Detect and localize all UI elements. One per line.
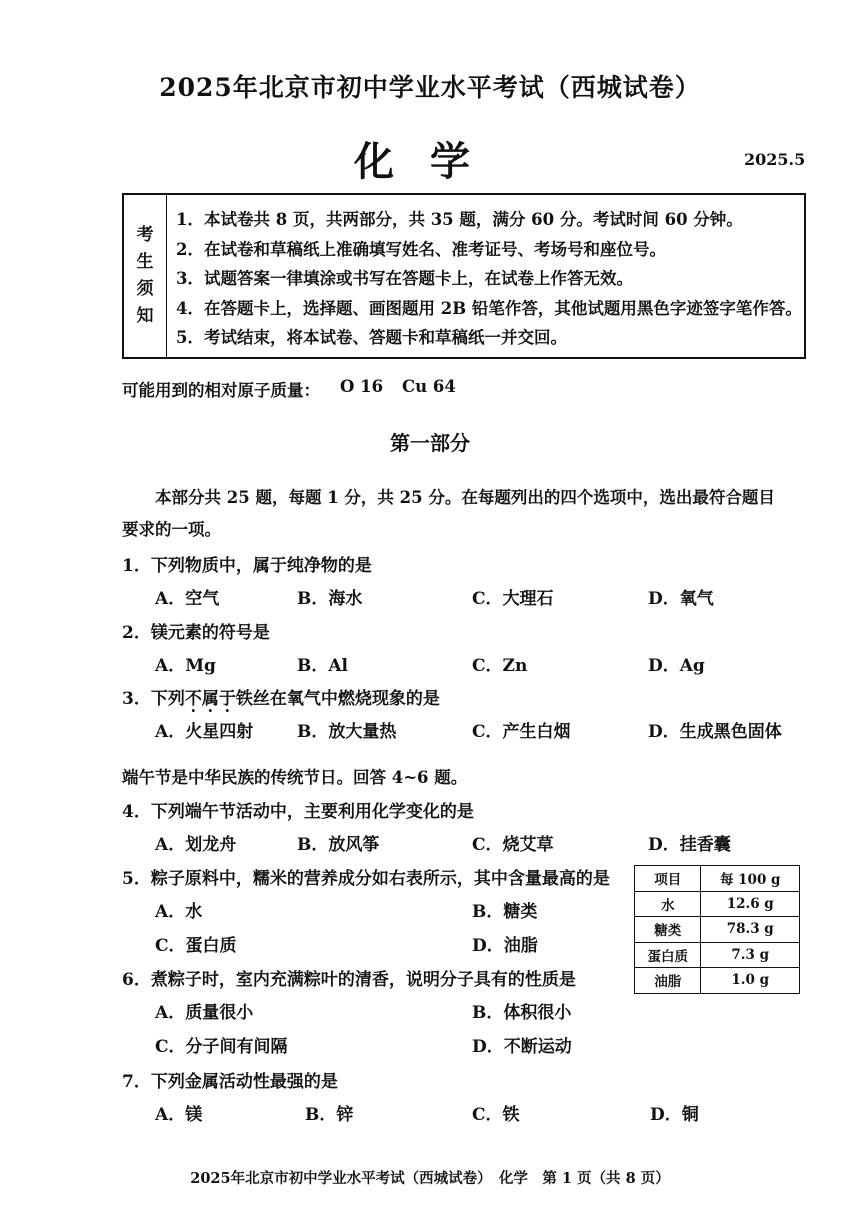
subject-title: 化学	[354, 138, 506, 185]
q3-option-b: B．放大量热	[297, 722, 397, 742]
table-row: 糖类 78.3 g	[635, 917, 800, 943]
notice-item: 2．在试卷和草稿纸上准确填写姓名、准考证号、考场号和座位号。	[176, 239, 666, 259]
part-intro: 本部分共 25 题，每题 1 分，共 25 分。在每题列出的四个选项中，选出最符合题目	[155, 488, 775, 507]
question-3-stem: 3．下列不属于铁丝在氧气中燃烧现象的是	[122, 689, 440, 709]
notice-item: 4．在答题卡上，选择题、画图题用 2B 铅笔作答，其他试题用黑色字迹签字笔作答。	[176, 298, 802, 318]
q3-option-d: D．生成黑色固体	[648, 722, 782, 742]
part-title: 第一部分	[390, 431, 470, 455]
emphasis-char: 属	[201, 689, 219, 709]
question-5-stem: 5．粽子原料中，糯米的营养成分如右表所示，其中含量最高的是	[122, 869, 610, 889]
q1-option-c: C．大理石	[472, 589, 554, 609]
notice-list	[176, 205, 802, 353]
q6-option-d: D．不断运动	[472, 1037, 572, 1057]
q1-option-a: A．空气	[155, 589, 220, 609]
q1-option-d: D．氧气	[648, 589, 714, 609]
atomic-mass-o: O 16	[340, 377, 384, 396]
q7-option-b: B．锌	[305, 1105, 354, 1125]
emphasis-char: 不	[184, 689, 202, 709]
q5-option-a: A．水	[155, 902, 203, 922]
q4-option-a: A．划龙舟	[155, 835, 237, 855]
notice-item: 3．试题答案一律填涂或书写在答题卡上，在试卷上作答无效。	[176, 269, 633, 288]
q2-option-c: C．Zn	[472, 656, 528, 676]
question-1-stem: 1．下列物质中，属于纯净物的是	[122, 556, 372, 576]
notice-label: 考 生 须 知	[124, 195, 167, 357]
q6-option-a: A．质量很小	[155, 1003, 254, 1023]
part-intro-cont: 要求的一项。	[122, 520, 221, 539]
q5-option-b: B．糖类	[472, 902, 538, 922]
q3-option-c: C．产生白烟	[472, 722, 571, 742]
q2-option-b: B．Al	[297, 656, 349, 676]
q5-option-d: D．油脂	[472, 936, 538, 956]
question-7-stem: 7．下列金属活动性最强的是	[122, 1072, 338, 1092]
q7-option-a: A．镁	[155, 1105, 203, 1125]
emphasis-char: 于	[218, 689, 236, 709]
candidate-notice-box	[122, 193, 806, 359]
exam-title: 2025年北京市初中学业水平考试（西城试卷）	[159, 73, 701, 102]
q6-option-c: C．分子间有间隔	[155, 1037, 288, 1057]
table-row: 蛋白质 7.3 g	[635, 942, 800, 968]
table-row: 水 12.6 g	[635, 891, 800, 917]
q6-option-b: B．体积很小	[472, 1003, 572, 1023]
question-2-stem: 2．镁元素的符号是	[122, 623, 270, 643]
question-4-stem: 4．下列端午节活动中，主要利用化学变化的是	[122, 802, 474, 822]
table-header-cell: 项目	[635, 866, 701, 892]
page-footer: 2025年北京市初中学业水平考试（西城试卷） 化学 第 1 页（共 8 页）	[190, 1170, 670, 1187]
table-header-cell: 每 100 g	[701, 866, 800, 892]
atomic-mass-cu: Cu 64	[402, 377, 456, 396]
question-6-stem: 6．煮粽子时，室内充满粽叶的清香，说明分子具有的性质是	[122, 970, 576, 990]
table-header-row	[635, 866, 800, 892]
q7-option-d: D．铜	[650, 1105, 699, 1125]
exam-date: 2025.5	[744, 150, 806, 169]
q5-option-c: C．蛋白质	[155, 936, 237, 956]
q3-option-a: A．火星四射	[155, 722, 254, 742]
table-row: 油脂 1.0 g	[635, 968, 800, 994]
q7-option-c: C．铁	[472, 1105, 520, 1125]
q4-option-c: C．烧艾草	[472, 835, 554, 855]
question-context: 端午节是中华民族的传统节日。回答 4~6 题。	[122, 768, 468, 787]
atomic-mass-label: 可能用到的相对原子质量：	[122, 381, 320, 400]
nutrition-table	[634, 865, 800, 994]
q2-option-a: A．Mg	[155, 656, 216, 676]
notice-item: 1．本试卷共 8 页，共两部分，共 35 题，满分 60 分。考试时间 60 分钟。	[176, 210, 743, 229]
q4-option-d: D．挂香囊	[648, 835, 731, 855]
notice-item: 5．考试结束，将本试卷、答题卡和草稿纸一并交回。	[176, 328, 567, 347]
q4-option-b: B．放风筝	[297, 835, 380, 855]
q1-option-b: B．海水	[297, 589, 363, 609]
q2-option-d: D．Ag	[648, 656, 705, 676]
